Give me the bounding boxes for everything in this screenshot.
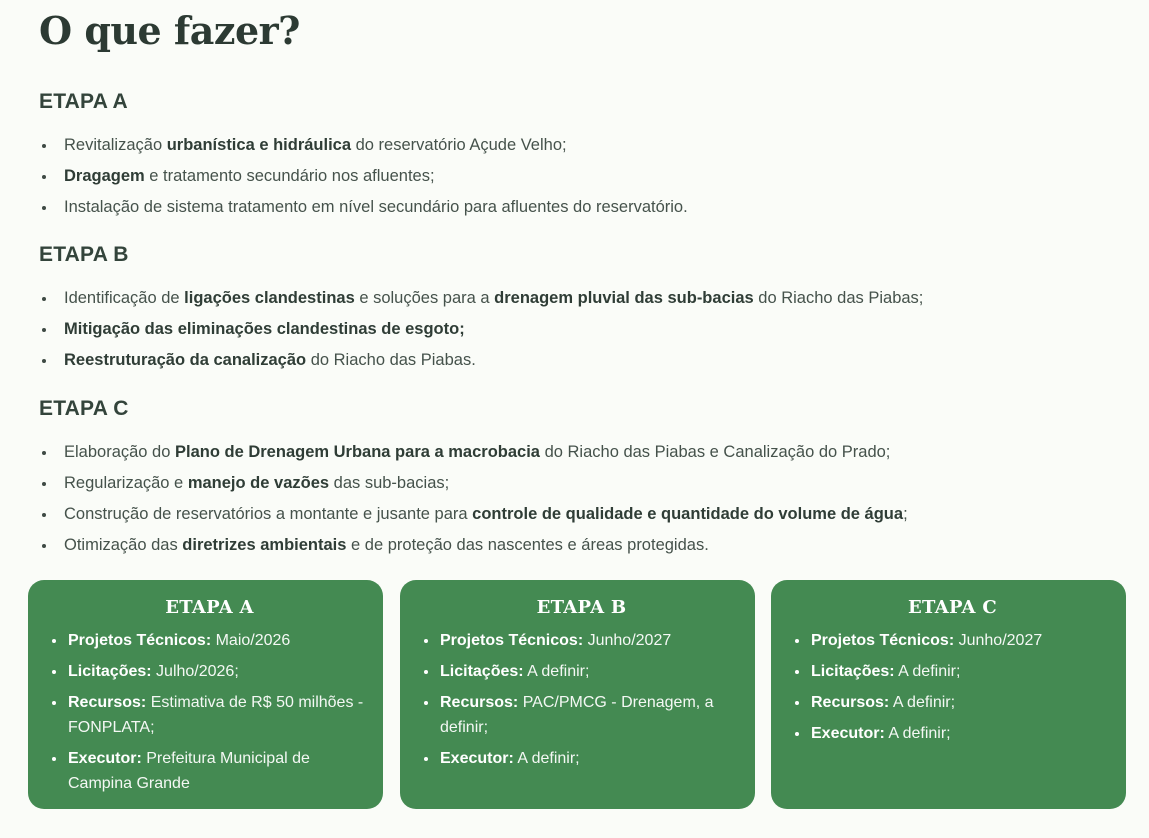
list-item: Mitigação das eliminações clandestinas de esgoto; (39, 314, 1119, 345)
list-item: Revitalização urbanística e hidráulica do reservatório Açude Velho; (39, 130, 1119, 161)
list-item: Otimização das diretrizes ambientais e de proteção das nascentes e áreas protegidas. (39, 530, 1119, 561)
card-item-projetos: Projetos Técnicos: Maio/2026 (52, 628, 367, 653)
card-list (795, 628, 1110, 746)
list-item: Reestruturação da canalização do Riacho das Piabas. (39, 345, 1119, 376)
page-title: O que fazer? (39, 8, 300, 53)
list-item: Elaboração do Plano de Drenagem Urbana para a macrobacia do Riacho das Piabas e Canalização do Prado; (39, 437, 1119, 468)
card-item-executor: Executor: A definir; (795, 721, 1110, 746)
etapa-b-section (39, 243, 1119, 376)
list-item: Instalação de sistema tratamento em nível secundário para afluentes do reservatório. (39, 192, 1119, 223)
card-item-recursos: Recursos: PAC/PMCG - Drenagem, a definir; (424, 690, 739, 740)
etapa-b-card (400, 580, 755, 809)
etapa-a-section (39, 90, 1119, 223)
card-list (424, 628, 739, 771)
card-list (52, 628, 367, 796)
card-item-licitacoes: Licitações: Julho/2026; (52, 659, 367, 684)
card-item-projetos: Projetos Técnicos: Junho/2027 (795, 628, 1110, 653)
etapa-a-list (39, 130, 1119, 223)
card-item-projetos: Projetos Técnicos: Junho/2027 (424, 628, 739, 653)
card-item-recursos: Recursos: Estimativa de R$ 50 milhões - FONPLATA; (52, 690, 367, 740)
card-item-executor: Executor: Prefeitura Municipal de Campina Grande (52, 746, 367, 796)
etapa-c-section (39, 397, 1119, 561)
card-item-licitacoes: Licitações: A definir; (795, 659, 1110, 684)
card-item-licitacoes: Licitações: A definir; (424, 659, 739, 684)
card-item-recursos: Recursos: A definir; (795, 690, 1110, 715)
card-title: ETAPA C (908, 597, 997, 618)
etapa-c-list (39, 437, 1119, 561)
list-item: Dragagem e tratamento secundário nos afluentes; (39, 161, 1119, 192)
list-item: Construção de reservatórios a montante e jusante para controle de qualidade e quantidade do volume de água; (39, 499, 1119, 530)
list-item: Regularização e manejo de vazões das sub-bacias; (39, 468, 1119, 499)
etapa-c-heading: ETAPA C (39, 397, 129, 420)
etapa-a-card (28, 580, 383, 809)
etapa-a-heading: ETAPA A (39, 90, 128, 113)
card-title: ETAPA A (165, 597, 254, 618)
card-title: ETAPA B (536, 597, 627, 618)
etapa-c-card (771, 580, 1126, 809)
card-item-executor: Executor: A definir; (424, 746, 739, 771)
etapa-b-list (39, 283, 1119, 376)
list-item: Identificação de ligações clandestinas e soluções para a drenagem pluvial das sub-bacias do Riacho das Piabas; (39, 283, 1119, 314)
etapa-b-heading: ETAPA B (39, 243, 129, 266)
